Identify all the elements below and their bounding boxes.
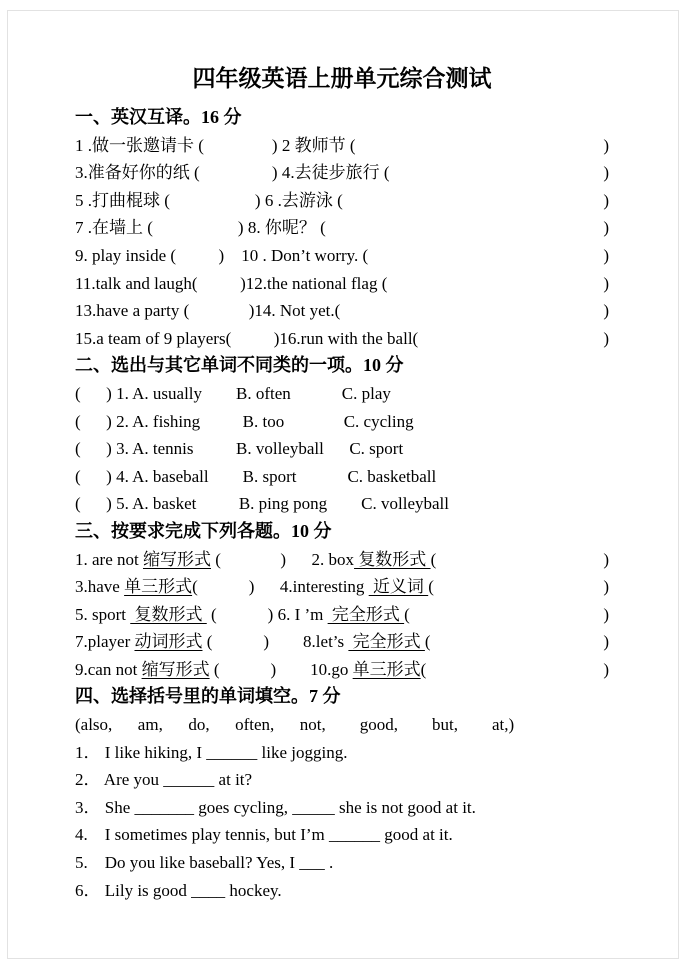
- text-segment: 3.准备好你的纸 ( ) 4.去徒步旅行 (: [75, 163, 390, 183]
- line-text: [75, 490, 449, 518]
- choice-question-line: [75, 463, 609, 491]
- line-text: [75, 656, 426, 684]
- section-odd-one-out: [75, 352, 609, 518]
- underlined-term: 单三形式: [124, 577, 193, 597]
- line-text: [75, 132, 355, 160]
- word-form-line: [75, 628, 609, 656]
- text-segment: (: [424, 632, 431, 652]
- line-text: [75, 463, 436, 491]
- text-segment: 13.have a party ( )14. Not yet.(: [75, 301, 341, 321]
- section-fill-blanks: [75, 683, 609, 904]
- line-tail: ): [603, 328, 609, 348]
- line-text: [75, 739, 347, 767]
- section-translation-heading: 一、英汉互译。16 分: [75, 107, 242, 127]
- text-segment: (: [420, 659, 427, 679]
- word-form-line: [75, 546, 609, 574]
- choice-question-line: [75, 380, 609, 408]
- translation-line: [75, 159, 609, 187]
- text-segment: 1． I like hiking, I ______ like jogging.: [75, 742, 348, 762]
- choice-question-line: [75, 435, 609, 463]
- line-text: [75, 159, 389, 187]
- word-form-line: [75, 656, 609, 684]
- underlined-term: 近义词: [368, 577, 429, 597]
- text-segment: (: [428, 577, 434, 597]
- line-tail: ): [603, 632, 609, 652]
- text-segment: 3． She _______ goes cycling, _____ she is not good at it.: [75, 797, 476, 817]
- translation-line: [75, 270, 609, 298]
- text-segment: 15.a team of 9 players( )16.run with the ball(: [75, 328, 419, 348]
- underlined-term: 完全形式: [327, 604, 405, 624]
- line-text: [75, 270, 387, 298]
- text-segment: 9. play inside ( ) 10 . Don’t worry. (: [75, 245, 369, 265]
- underlined-term: 完全形式: [348, 632, 425, 652]
- line-text: [75, 242, 368, 270]
- translation-line: [75, 297, 609, 325]
- word-bank: (also, am, do, often, not, good, but, at,): [75, 715, 515, 735]
- choice-question-line: [75, 490, 609, 518]
- line-text: [75, 628, 431, 656]
- text-segment: 7 .在墙上 ( ) 8. 你呢？ (: [75, 218, 326, 238]
- text-segment: 3.have: [75, 577, 125, 597]
- text-segment: 5. Do you like baseball? Yes, I ___ .: [75, 853, 334, 873]
- line-text: [75, 380, 391, 408]
- line-tail: ): [603, 163, 609, 183]
- text-segment: ( ) 2. A. fishing B. too C. cycling: [75, 411, 414, 431]
- line-text: [75, 187, 343, 215]
- fill-blank-line: [75, 739, 609, 767]
- line-tail: ): [603, 190, 609, 210]
- fill-blank-line: [75, 821, 609, 849]
- line-text: [75, 297, 340, 325]
- fill-blank-line: [75, 766, 609, 794]
- text-segment: 9.can not: [75, 659, 142, 679]
- text-segment: 2． Are you ______ at it?: [75, 770, 253, 790]
- line-tail: ): [603, 577, 609, 597]
- fill-blank-line: [75, 877, 609, 905]
- section-word-forms-heading: 三、按要求完成下列各题。10 分: [75, 520, 332, 541]
- line-text: [75, 821, 453, 849]
- text-segment: 11.talk and laugh( )12.the national flag (: [75, 273, 388, 293]
- line-text: [75, 794, 476, 822]
- text-segment: ( ) 1. A. usually B. often C. play: [75, 383, 391, 403]
- line-tail: ): [603, 218, 609, 238]
- text-segment: 6． Lily is good ____ hockey.: [75, 880, 282, 900]
- text-segment: (: [404, 604, 410, 624]
- text-segment: ( ) 8.let’s: [202, 632, 349, 652]
- line-tail: ): [603, 604, 609, 624]
- translation-line: [75, 325, 609, 353]
- text-segment: 5 .打曲棍球 ( ) 6 .去游泳 (: [75, 190, 343, 210]
- translation-line: [75, 132, 609, 160]
- line-text: [75, 408, 414, 436]
- underlined-term: 复数形式: [130, 604, 207, 624]
- line-tail: ): [603, 135, 609, 155]
- line-text: [75, 766, 252, 794]
- word-form-line: [75, 601, 609, 629]
- text-segment: 5. sport: [75, 604, 131, 624]
- line-tail: ): [603, 549, 609, 569]
- text-segment: 1 .做一张邀请卡 ( ) 2 教师节 (: [75, 135, 356, 155]
- section-fill-blanks-heading: 四、选择括号里的单词填空。7 分: [75, 686, 341, 707]
- line-text: [75, 849, 333, 877]
- line-tail: ): [603, 273, 609, 293]
- section-odd-one-out-heading: 二、选出与其它单词不同类的一项。10 分: [75, 355, 404, 376]
- line-tail: ): [603, 245, 609, 265]
- text-segment: ( ) 5. A. basket B. ping pong C. volleyball: [75, 494, 449, 514]
- underlined-term: 动词形式: [134, 632, 203, 652]
- text-segment: ( ) 6. I ’m: [206, 604, 328, 624]
- underlined-term: 缩写形式: [141, 659, 210, 679]
- line-text: [75, 546, 436, 574]
- text-segment: 1. are not: [75, 549, 143, 569]
- text-segment: ( ) 2. box: [210, 549, 355, 569]
- line-text: [75, 214, 326, 242]
- underlined-term: 缩写形式: [142, 549, 211, 569]
- text-segment: ( ) 4.interesting: [192, 577, 369, 597]
- fill-blank-line: [75, 794, 609, 822]
- text-segment: ( ) 4. A. baseball B. sport C. basketball: [75, 466, 437, 486]
- line-tail: ): [603, 659, 609, 679]
- section-translation: [75, 104, 609, 352]
- page-title: 四年级英语上册单元综合测试: [192, 66, 492, 91]
- word-form-line: [75, 573, 609, 601]
- choice-question-line: [75, 408, 609, 436]
- text-segment: 7.player: [75, 632, 135, 652]
- text-segment: 4. I sometimes play tennis, but I’m ______ good at it.: [75, 825, 453, 845]
- line-text: [75, 601, 410, 629]
- line-text: [75, 435, 403, 463]
- text-segment: ( ) 10.go: [209, 659, 353, 679]
- underlined-term: 复数形式: [354, 549, 431, 569]
- text-segment: ( ) 3. A. tennis B. volleyball C. sport: [75, 439, 404, 459]
- line-text: [75, 573, 434, 601]
- translation-line: [75, 242, 609, 270]
- section-word-forms: [75, 518, 609, 684]
- fill-blank-line: [75, 849, 609, 877]
- text-segment: (: [430, 549, 437, 569]
- translation-line: [75, 187, 609, 215]
- line-text: [75, 877, 282, 905]
- underlined-term: 单三形式: [352, 659, 421, 679]
- line-tail: ): [603, 301, 609, 321]
- line-text: [75, 325, 418, 353]
- translation-line: [75, 214, 609, 242]
